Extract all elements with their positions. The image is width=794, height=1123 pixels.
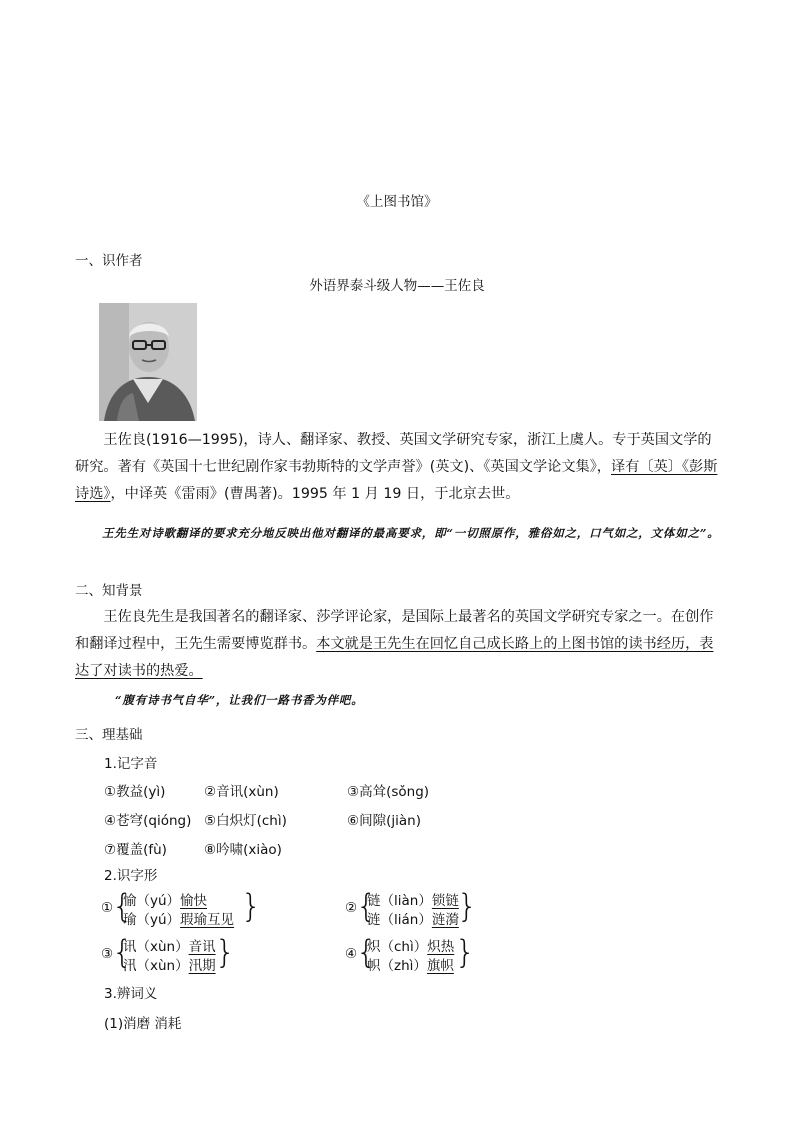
group-number: ④ <box>345 946 358 962</box>
left-brace: { <box>356 933 377 971</box>
char-reading: 愉（yú） <box>123 893 181 909</box>
handwritten-note-translation: 王先生对诗歌翻译的要求充分地反映出他对翻译的最高要求，即“一切照原作，雅俗如之，口气如之，文体如之”。 <box>102 526 720 540</box>
char-word: 汛期 <box>188 958 216 974</box>
background-paragraph <box>75 604 725 685</box>
bio-text: 王佐良(1916—1995)，诗人、翻译家、教授、英国文学研究专家，浙江上虞人。专于英国文学的研究。著有《英国十七世纪剧作家韦勃斯特的文学声誉》(英文)、《英国文学论文集》， <box>75 432 712 475</box>
char-word: 锁链 <box>431 893 459 909</box>
char-word: 音讯 <box>188 939 216 955</box>
group-number: ① <box>101 900 114 916</box>
char-reading: 帜（zhì） <box>367 958 427 974</box>
char-reading: 链（liàn） <box>367 893 432 909</box>
author-bio <box>75 427 725 508</box>
char-reading: 汛（xùn） <box>123 958 189 974</box>
char-word: 旗帜 <box>426 958 454 974</box>
section-heading-basics: 三、理基础 <box>75 727 143 743</box>
left-brace: { <box>356 887 377 925</box>
right-brace: } <box>241 887 262 925</box>
char-word: 涟漪 <box>431 912 459 928</box>
left-brace: { <box>112 933 133 971</box>
page-title: 《上图书馆》 <box>356 194 438 210</box>
word-meaning-heading: 3.辨词义 <box>104 986 158 1002</box>
char-shape-group <box>345 934 485 974</box>
portrait-photo-icon <box>99 303 197 421</box>
pron-item: ①教益(yì) <box>104 784 166 800</box>
char-shape-group <box>101 888 261 928</box>
right-brace: } <box>457 887 478 925</box>
background-underlined-text: 本文就是王先生在回忆自己成长路上的上图书馆的读书经历，表达了对读书的热爱。 <box>75 636 714 679</box>
pron-item: ⑧吟啸(xiào) <box>204 842 282 858</box>
char-word: 愉快 <box>180 893 208 909</box>
word-meaning-item: (1)消磨 消耗 <box>104 1016 182 1032</box>
background-text: 王佐良先生是我国著名的翻译家、莎学评论家，是国际上最著名的英国文学研究专家之一。在创作和翻译过程中，王先生需要博览群书。 <box>75 609 714 652</box>
section-heading-background: 二、知背景 <box>75 583 143 599</box>
left-brace: { <box>112 887 133 925</box>
group-number: ③ <box>101 946 114 962</box>
right-brace: } <box>215 933 236 971</box>
char-shape-group <box>101 934 241 974</box>
char-reading: 涟（lián） <box>367 912 432 928</box>
pron-item: ⑥间隙(jiàn) <box>347 813 421 829</box>
right-brace: } <box>455 933 476 971</box>
char-shape-group <box>345 888 485 928</box>
char-shape-heading: 2.识字形 <box>104 868 158 884</box>
pron-item: ⑤白炽灯(chì) <box>204 813 287 829</box>
char-word: 炽热 <box>427 939 455 955</box>
char-reading: 讯（xùn） <box>123 939 189 955</box>
char-reading: 瑜（yú） <box>123 912 181 928</box>
handwritten-note-quote: “腹有诗书气自华”，让我们一路书香为伴吧。 <box>115 693 364 707</box>
bio-underlined-text: 译有〔英〕《彭斯诗选》 <box>75 459 718 502</box>
pronunciation-heading: 1.记字音 <box>104 756 158 772</box>
pron-item: ⑦覆盖(fù) <box>104 842 167 858</box>
group-number: ② <box>345 900 358 916</box>
pron-item: ②音讯(xùn) <box>204 784 279 800</box>
section-heading-author: 一、识作者 <box>75 253 143 269</box>
bio-text-end: ，中译英《雷雨》(曹禺著)。1995 年 1 月 19 日，于北京去世。 <box>110 486 520 502</box>
pron-item: ④苍穹(qióng) <box>104 813 192 829</box>
char-word: 瑕瑜互见 <box>180 912 235 928</box>
author-subtitle: 外语界泰斗级人物——王佐良 <box>309 278 485 294</box>
char-reading: 炽（chì） <box>367 939 428 955</box>
portrait-photo <box>99 303 197 421</box>
pron-item: ③高耸(sǒng) <box>347 784 430 800</box>
